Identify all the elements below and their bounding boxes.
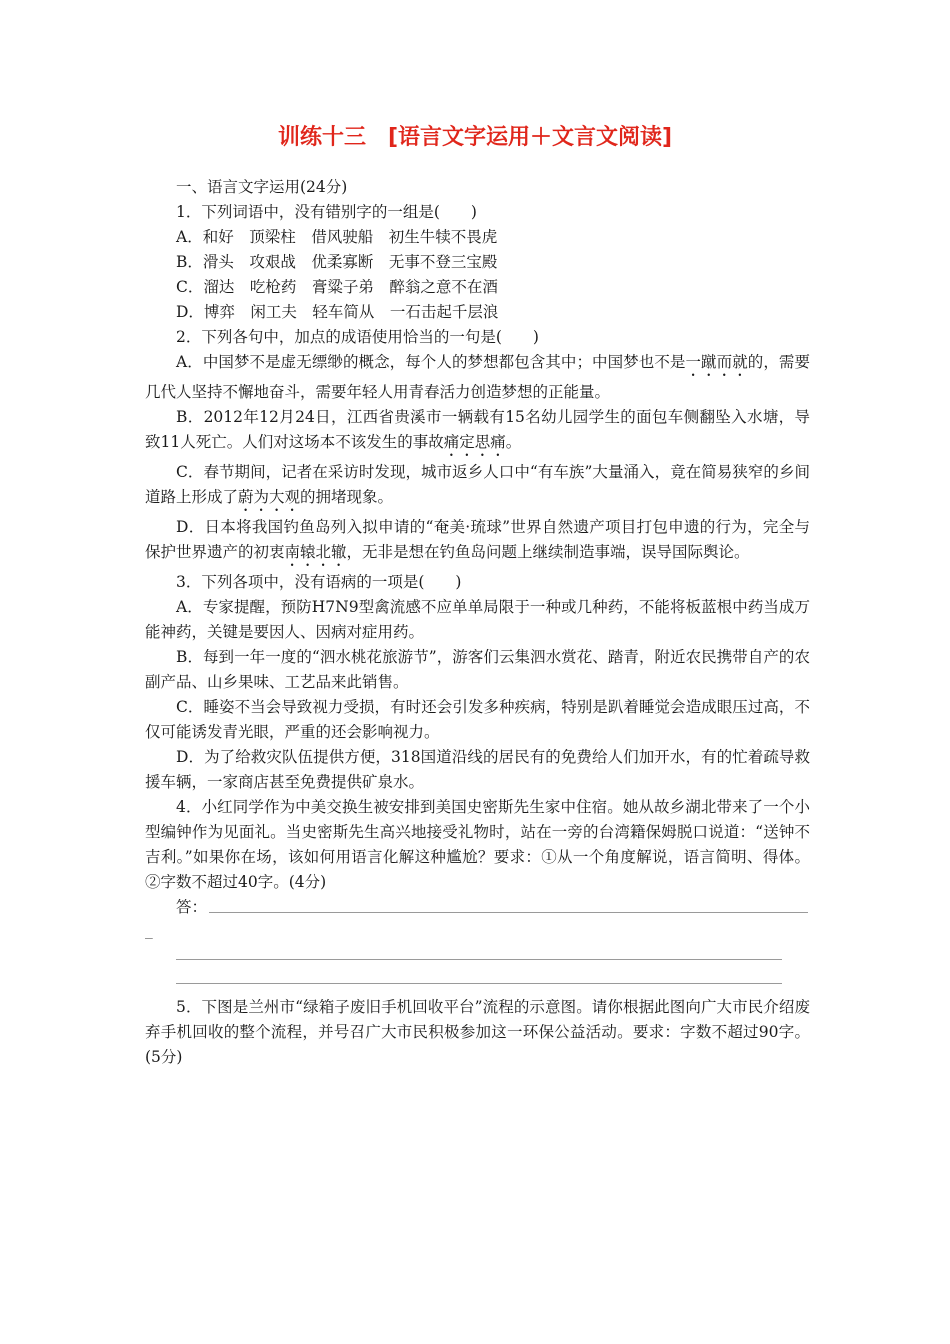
question-stem: 5．下图是兰州市“绿箱子废旧手机回收平台”流程的示意图。请你根据此图向广大市民介绍废弃手机回收的整个流程，并号召广大市民积极参加这一环保公益活动。要求：字数不超过90字。(5分) <box>145 998 810 1066</box>
question-stem: 1．下列词语中，没有错别字的一组是( ) <box>176 203 477 221</box>
question-2 <box>145 325 810 570</box>
stray-mark-row <box>145 920 810 945</box>
question-5 <box>145 995 810 1070</box>
question-4 <box>145 795 810 987</box>
document-body <box>145 175 810 1070</box>
option-d: D．博弈 闲工夫 轻车简从 一石击起千层浪 <box>176 303 499 321</box>
option-c: C．溜达 吃枪药 膏粱子弟 醉翁之意不在酒 <box>176 278 498 296</box>
option-b: B．2012年12月24日，江西省贵溪市一辆载有15名幼儿园学生的面包车侧翻坠入水塘，导致11人死亡。人们对这场本不该发生的事故痛定思痛。 <box>145 408 810 451</box>
page-title: 训练十三 [语言文字运用＋文言文阅读] <box>277 125 673 150</box>
option-b: B．滑头 攻艰战 优柔寡断 无事不登三宝殿 <box>176 253 498 271</box>
answer-line <box>176 983 782 984</box>
option-d: D．日本将我国钓鱼岛列入拟申请的“奄美·琉球”世界自然遗产项目打包申遗的行为，完全与保护世界遗产的初衷南辕北辙，无非是想在钓鱼岛问题上继续制造事端，误导国际舆论。 <box>145 518 810 561</box>
dotted-idiom: 痛定思痛 <box>443 433 506 451</box>
dotted-idiom: 蔚为大观 <box>238 488 301 506</box>
question-1 <box>145 200 810 325</box>
answer-label: 答： <box>176 898 208 916</box>
question-stem: 3．下列各项中，没有语病的一项是( ) <box>176 573 462 591</box>
dotted-idiom: 一蹴而就 <box>685 353 748 371</box>
option-b: B．每到一年一度的“泗水桃花旅游节”，游客们云集泗水赏花、踏青，附近农民携带自产的农副产品、山乡果味、工艺品来此销售。 <box>145 648 810 691</box>
answer-lines <box>145 945 810 987</box>
section-heading: 一、语言文字运用(24分) <box>176 178 348 196</box>
dotted-idiom: 南辕北辙 <box>284 543 347 561</box>
option-d: D．为了给救灾队伍提供方便，318国道沿线的居民有的免费给人们加开水，有的忙着疏导救援车辆，一家商店甚至免费提供矿泉水。 <box>145 748 810 791</box>
question-stem: 2．下列各句中，加点的成语使用恰当的一句是( ) <box>176 328 539 346</box>
option-a: A．中国梦不是虚无缥缈的概念，每个人的梦想都包含其中；中国梦也不是一蹴而就的，需要几代人坚持不懈地奋斗，需要年轻人用青春活力创造梦想的正能量。 <box>145 353 810 401</box>
stray-mark: _ <box>145 921 153 939</box>
option-a: A．专家提醒，预防H7N9型禽流感不应单单局限于一种或几种药，不能将板蓝根中药当成万能神药，关键是要因人、因病对症用药。 <box>145 598 810 641</box>
answer-line <box>176 959 782 960</box>
answer-line <box>209 912 808 913</box>
option-c: C．睡姿不当会导致视力受损，有时还会引发多种疾病，特别是趴着睡觉会造成眼压过高，不仅可能诱发青光眼，严重的还会影响视力。 <box>145 698 810 741</box>
option-c: C．春节期间，记者在采访时发现，城市返乡人口中“有车族”大量涌入，竟在简易狭窄的乡间道路上形成了蔚为大观的拥堵现象。 <box>145 463 810 506</box>
answer-row <box>145 895 810 920</box>
option-a: A．和好 顶梁柱 借风驶船 初生牛犊不畏虎 <box>176 228 498 246</box>
question-3 <box>145 570 810 795</box>
question-stem: 4．小红同学作为中美交换生被安排到美国史密斯先生家中住宿。她从故乡湖北带来了一个小型编钟作为见面礼。当史密斯先生高兴地接受礼物时，站在一旁的台湾籍保姆脱口说道：“送钟不吉利。”如果你在场，该如何用语言化解这种尴尬？要求：①从一个角度解说，语言简明、得体。②字数不超过40字。(4分) <box>145 798 810 891</box>
